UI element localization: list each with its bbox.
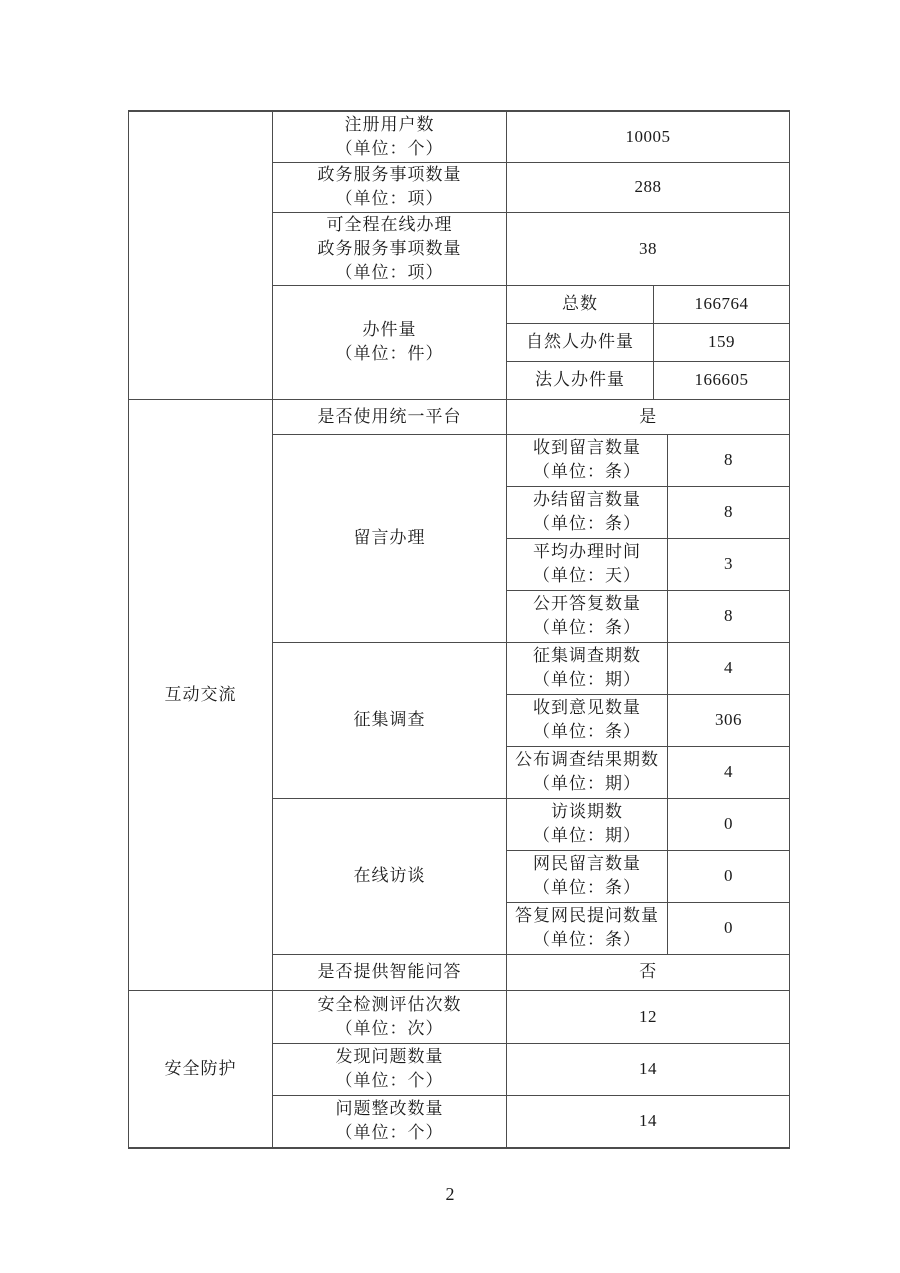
report-table xyxy=(128,110,790,1149)
value-cell-natural-person-cases: 159 xyxy=(654,323,790,361)
value-cell-security-assessments: 12 xyxy=(507,990,790,1043)
label-line-2: （单位：个） xyxy=(335,1123,444,1143)
value-cell-legal-person-cases: 166605 xyxy=(654,361,790,399)
label-line-2: （单位：条） xyxy=(533,618,641,637)
label-line-1: 公开答复数量 xyxy=(533,594,641,613)
label-line-2: （单位：项） xyxy=(335,189,444,208)
label-line-2: （单位：条） xyxy=(533,514,641,533)
label-line-1: 答复网民提问数量 xyxy=(515,906,659,925)
sublabel-cell-legal-person-cases: 法人办件量 xyxy=(507,361,654,399)
value-cell-service-items: 288 xyxy=(507,162,790,212)
value-cell-public-replies: 8 xyxy=(668,590,790,642)
value-cell-survey-periods: 4 xyxy=(668,642,790,694)
label-cell-problems-found xyxy=(273,1043,507,1095)
label-line-1: 注册用户数 xyxy=(344,114,435,134)
label-line-1: 平均办理时间 xyxy=(533,542,641,561)
label-line-2: （单位：条） xyxy=(533,722,641,741)
label-cell-message-handling: 留言办理 xyxy=(273,434,507,642)
label-line-1: 征集调查期数 xyxy=(533,646,641,665)
page-number: 2 xyxy=(445,1184,455,1204)
label-line-1: 政务服务事项数量 xyxy=(317,165,462,184)
label-line-2: （单位：条） xyxy=(533,878,641,897)
label-line-1: 可全程在线办理 xyxy=(326,214,453,234)
label-cell-registered-users xyxy=(273,111,507,162)
category-cell-blank xyxy=(129,111,273,399)
label-line-1: 网民留言数量 xyxy=(533,854,641,873)
label-line-2: （单位：天） xyxy=(533,566,641,585)
value-cell-unified-platform: 是 xyxy=(507,399,790,434)
value-cell-messages-received: 8 xyxy=(668,434,790,486)
value-cell-case-total: 166764 xyxy=(654,285,790,323)
sublabel-cell-public-replies xyxy=(507,590,668,642)
sublabel-cell-netizen-questions-answered xyxy=(507,902,668,954)
sublabel-cell-avg-handling-time xyxy=(507,538,668,590)
sublabel-cell-messages-received xyxy=(507,434,668,486)
value-cell-problems-found: 14 xyxy=(507,1043,790,1095)
label-line-2: （单位：次） xyxy=(335,1018,444,1038)
label-line-1: 收到意见数量 xyxy=(533,698,641,717)
value-cell-smart-qa: 否 xyxy=(507,954,790,990)
label-line-1: 问题整改数量 xyxy=(335,1099,444,1119)
label-line-2: （单位：条） xyxy=(533,930,641,949)
label-cell-service-items xyxy=(273,162,507,212)
label-line-2: （单位：件） xyxy=(335,344,444,363)
label-line-1: 公布调查结果期数 xyxy=(515,750,659,769)
value-cell-netizen-questions-answered: 0 xyxy=(668,902,790,954)
label-line-1: 发现问题数量 xyxy=(335,1047,444,1066)
sublabel-cell-interview-periods xyxy=(507,798,668,850)
label-line-1: 访谈期数 xyxy=(551,802,623,821)
sublabel-cell-case-total: 总数 xyxy=(507,285,654,323)
category-cell-interaction: 互动交流 xyxy=(129,399,273,990)
value-cell-registered-users: 10005 xyxy=(507,111,790,162)
value-cell-opinions-received: 306 xyxy=(668,694,790,746)
value-cell-netizen-messages: 0 xyxy=(668,850,790,902)
label-line-2: （单位：个） xyxy=(335,1071,444,1090)
label-cell-problems-rectified xyxy=(273,1095,507,1148)
sublabel-cell-messages-completed xyxy=(507,486,668,538)
sublabel-cell-natural-person-cases: 自然人办件量 xyxy=(507,323,654,361)
label-cell-full-online-service-items xyxy=(273,212,507,285)
label-cell-unified-platform: 是否使用统一平台 xyxy=(273,399,507,434)
label-line-2: （单位：期） xyxy=(533,670,641,689)
label-cell-security-assessments xyxy=(273,990,507,1043)
value-cell-full-online-service-items: 38 xyxy=(507,212,790,285)
label-cell-survey: 征集调查 xyxy=(273,642,507,798)
label-line-1: 安全检测评估次数 xyxy=(317,994,462,1014)
label-line-2: （单位：条） xyxy=(533,462,641,481)
label-line-2: （单位：期） xyxy=(533,774,641,793)
label-line-1: 办件量 xyxy=(362,320,417,339)
label-line-1: 收到留言数量 xyxy=(533,438,641,457)
sublabel-cell-survey-periods xyxy=(507,642,668,694)
value-cell-interview-periods: 0 xyxy=(668,798,790,850)
label-line-2: （单位：期） xyxy=(533,826,641,845)
label-cell-online-interview: 在线访谈 xyxy=(273,798,507,954)
sublabel-cell-survey-results-published xyxy=(507,746,668,798)
label-cell-smart-qa: 是否提供智能问答 xyxy=(273,954,507,990)
label-line-2: （单位：个） xyxy=(335,138,444,158)
value-cell-messages-completed: 8 xyxy=(668,486,790,538)
value-cell-avg-handling-time: 3 xyxy=(668,538,790,590)
category-cell-security: 安全防护 xyxy=(129,990,273,1148)
value-cell-problems-rectified: 14 xyxy=(507,1095,790,1148)
label-line-3: （单位：项） xyxy=(335,262,444,282)
label-line-2: 政务服务事项数量 xyxy=(317,238,462,258)
label-cell-case-volume xyxy=(273,285,507,399)
sublabel-cell-opinions-received xyxy=(507,694,668,746)
sublabel-cell-netizen-messages xyxy=(507,850,668,902)
label-line-1: 办结留言数量 xyxy=(533,490,641,509)
value-cell-survey-results-published: 4 xyxy=(668,746,790,798)
